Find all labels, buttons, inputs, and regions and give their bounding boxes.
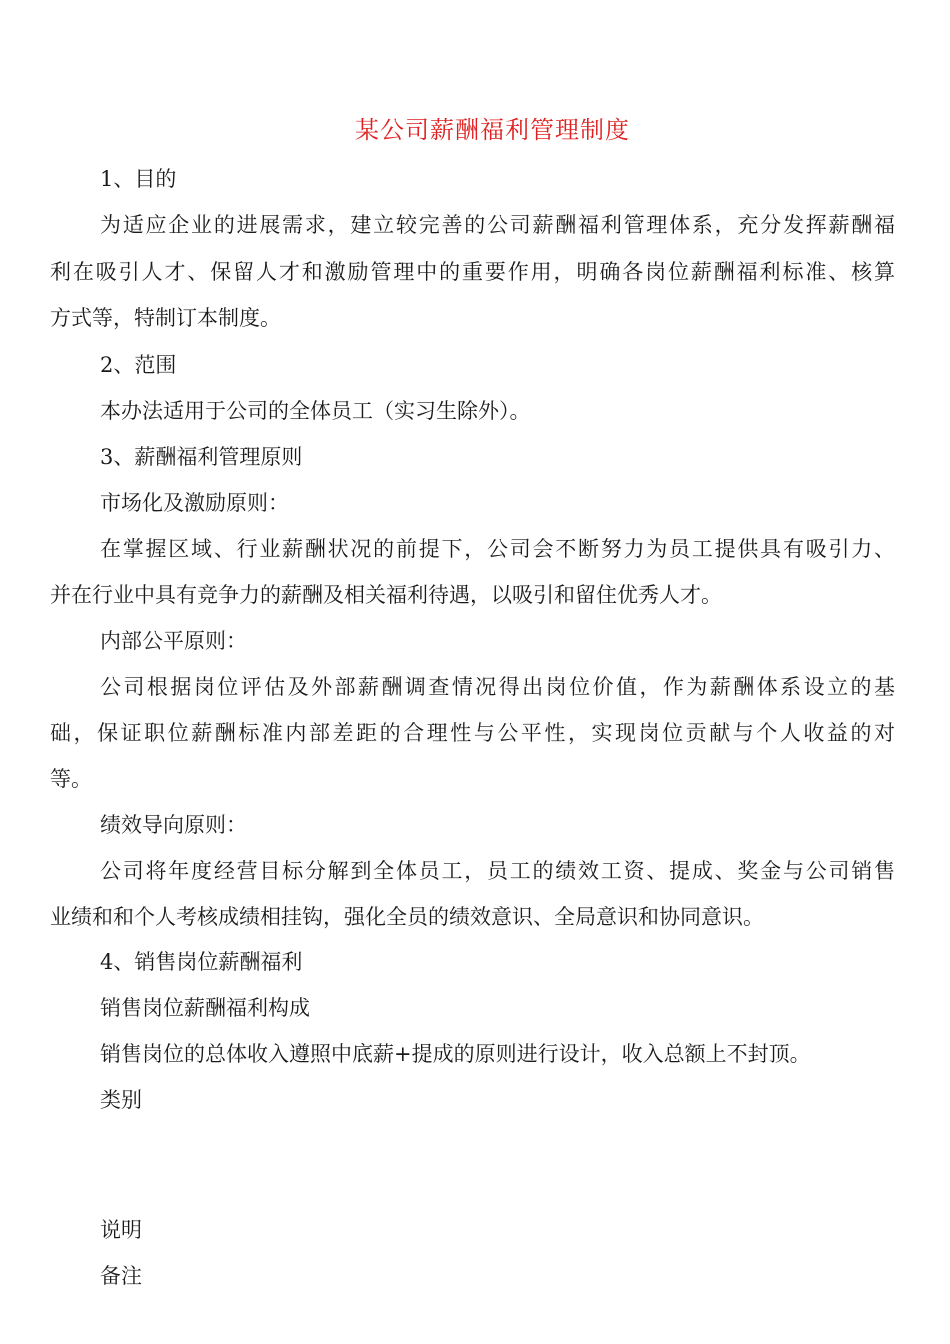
paragraph-line: 等。 bbox=[50, 767, 92, 791]
subheading-market-principle: 市场化及激励原则： bbox=[100, 491, 289, 515]
paragraph-line: 本办法适用于公司的全体员工（实习生除外）。 bbox=[100, 399, 531, 423]
paragraph-line: 在掌握区域、行业薪酬状况的前提下，公司会不断努力为员工提供具有吸引力、 bbox=[100, 537, 895, 561]
paragraph-line: 公司将年度经营目标分解到全体员工，员工的绩效工资、提成、奖金与公司销售 bbox=[100, 859, 895, 883]
section-heading-principles: 3、薪酬福利管理原则 bbox=[100, 445, 303, 469]
paragraph-line: 公司根据岗位评估及外部薪酬调查情况得出岗位价值，作为薪酬体系设立的基 bbox=[100, 675, 895, 699]
table-label-category: 类别 bbox=[100, 1088, 142, 1112]
section-heading-purpose: 1、目的 bbox=[100, 167, 177, 191]
document-title: 某公司薪酬福利管理制度 bbox=[355, 116, 630, 144]
subheading-performance: 绩效导向原则： bbox=[100, 813, 247, 837]
section-heading-scope: 2、范围 bbox=[100, 353, 177, 377]
paragraph-line: 业绩和和个人考核成绩相挂钩，强化全员的绩效意识、全局意识和协同意识。 bbox=[50, 905, 764, 929]
paragraph-line: 础，保证职位薪酬标准内部差距的合理性与公平性，实现岗位贡献与个人收益的对 bbox=[50, 721, 895, 745]
paragraph-line: 销售岗位的总体收入遵照中底薪+提成的原则进行设计，收入总额上不封顶。 bbox=[100, 1042, 811, 1066]
subheading-internal-fairness: 内部公平原则： bbox=[100, 629, 247, 653]
table-label-description: 说明 bbox=[100, 1218, 142, 1242]
section-heading-sales: 4、销售岗位薪酬福利 bbox=[100, 950, 303, 974]
paragraph-line: 利在吸引人才、保留人才和激励管理中的重要作用，明确各岗位薪酬福利标准、核算 bbox=[50, 260, 895, 284]
paragraph-line: 并在行业中具有竞争力的薪酬及相关福利待遇，以吸引和留住优秀人才。 bbox=[50, 583, 722, 607]
subheading-sales-composition: 销售岗位薪酬福利构成 bbox=[100, 996, 310, 1020]
table-label-remarks: 备注 bbox=[100, 1264, 142, 1288]
paragraph-line: 方式等，特制订本制度。 bbox=[50, 306, 281, 330]
paragraph-line: 为适应企业的进展需求，建立较完善的公司薪酬福利管理体系，充分发挥薪酬福 bbox=[100, 213, 895, 237]
